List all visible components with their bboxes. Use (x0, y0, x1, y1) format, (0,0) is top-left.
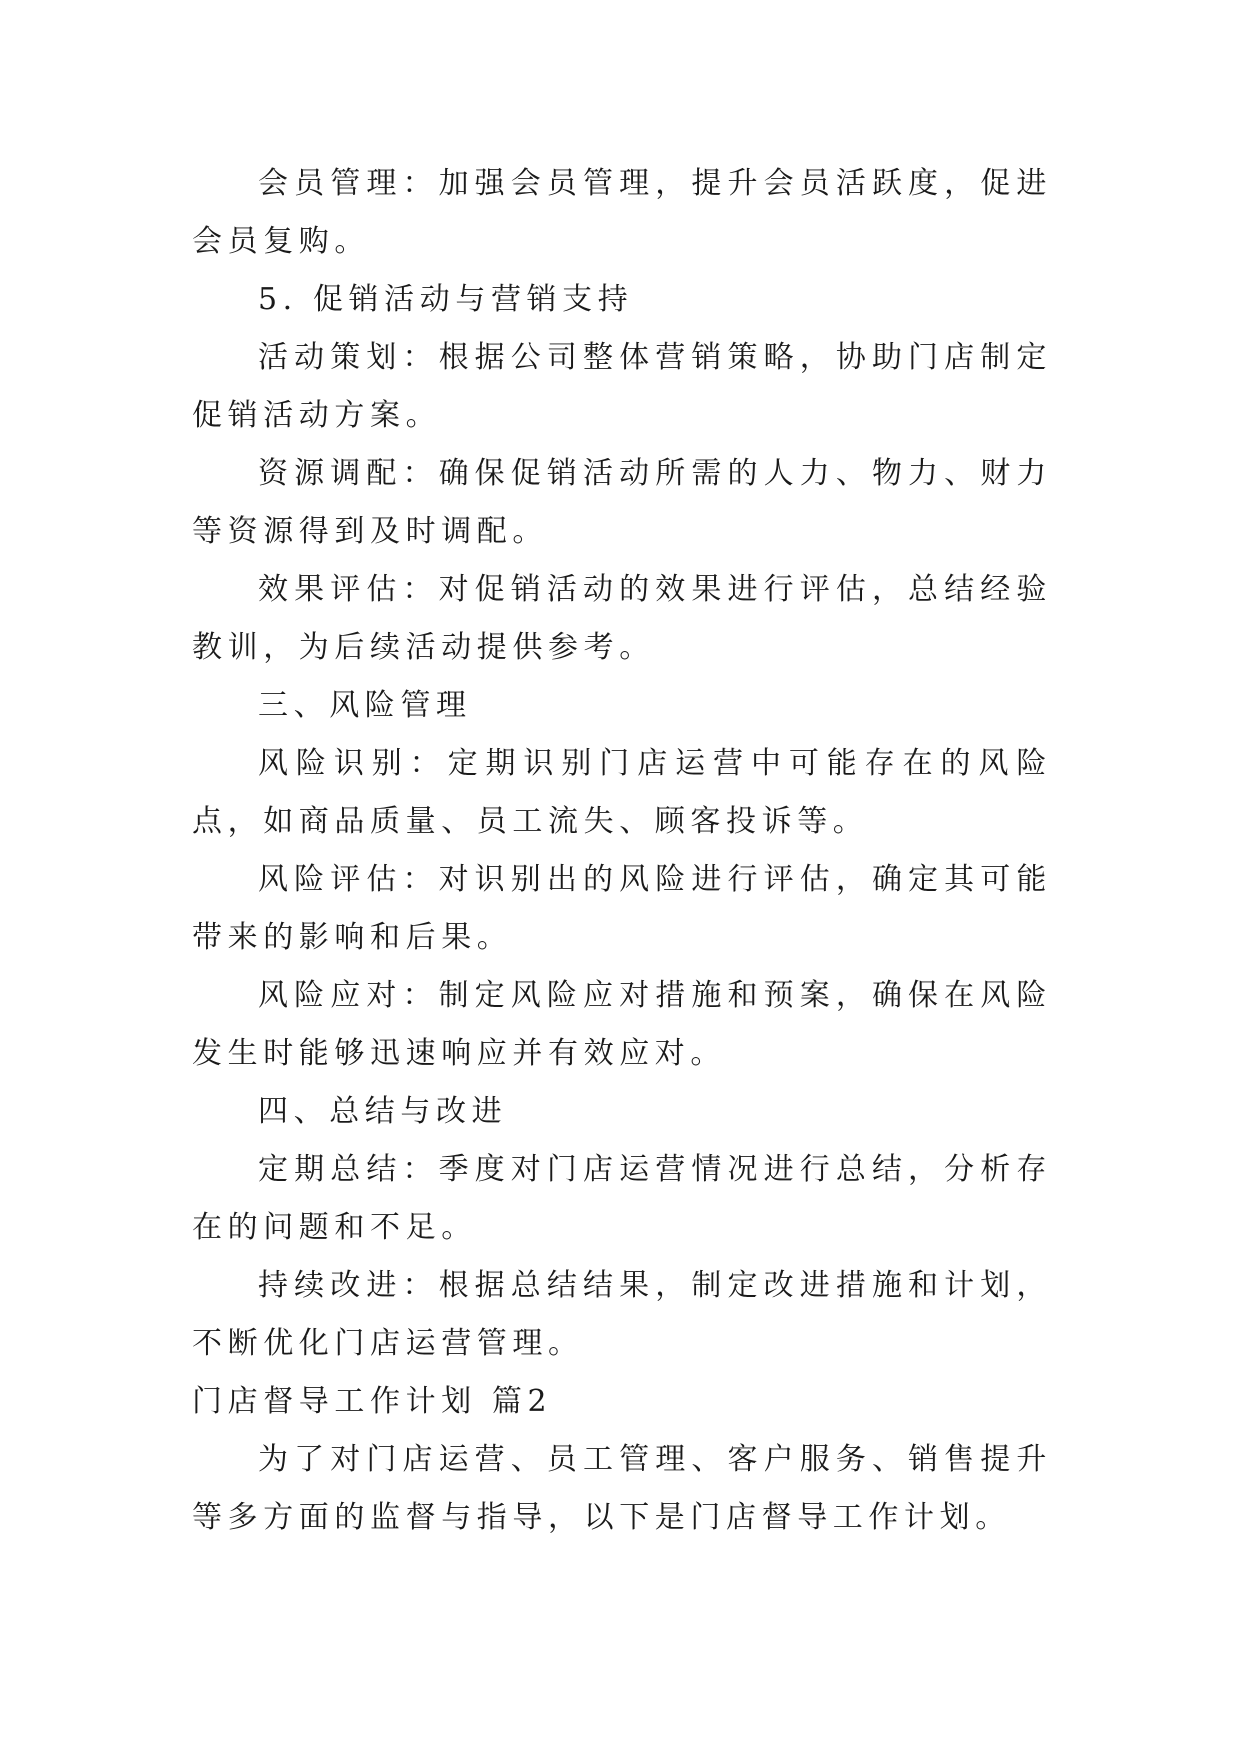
paragraph-continuous-improvement: 持续改进：根据总结结果，制定改进措施和计划，不断优化门店运营管理。 (192, 1268, 1052, 1361)
paragraph-effect-evaluation: 效果评估：对促销活动的效果进行评估，总结经验教训，为后续活动提供参考。 (192, 572, 1052, 665)
heading-promotion-marketing: 5. 促销活动与营销支持 (258, 282, 634, 317)
paragraph-risk-assessment: 风险评估：对识别出的风险进行评估，确定其可能带来的影响和后果。 (192, 862, 1052, 955)
document-body (192, 155, 1052, 1547)
heading-summary-improvement: 四、总结与改进 (258, 1094, 508, 1129)
paragraph-resource-allocation: 资源调配：确保促销活动所需的人力、物力、财力等资源得到及时调配。 (192, 456, 1052, 549)
paragraph-risk-identification: 风险识别：定期识别门店运营中可能存在的风险点，如商品质量、员工流失、顾客投诉等。 (192, 746, 1052, 839)
paragraph-member-management: 会员管理：加强会员管理，提升会员活跃度，促进会员复购。 (192, 166, 1052, 259)
paragraph-regular-summary: 定期总结：季度对门店运营情况进行总结，分析存在的问题和不足。 (192, 1152, 1052, 1245)
paragraph-plan-intro: 为了对门店运营、员工管理、客户服务、销售提升等多方面的监督与指导，以下是门店督导工作计划。 (192, 1442, 1052, 1535)
section-title-plan-2: 门店督导工作计划 篇2 (192, 1384, 553, 1419)
paragraph-activity-planning: 活动策划：根据公司整体营销策略，协助门店制定促销活动方案。 (192, 340, 1052, 433)
heading-risk-management: 三、风险管理 (258, 688, 472, 723)
paragraph-risk-response: 风险应对：制定风险应对措施和预案，确保在风险发生时能够迅速响应并有效应对。 (192, 978, 1052, 1071)
